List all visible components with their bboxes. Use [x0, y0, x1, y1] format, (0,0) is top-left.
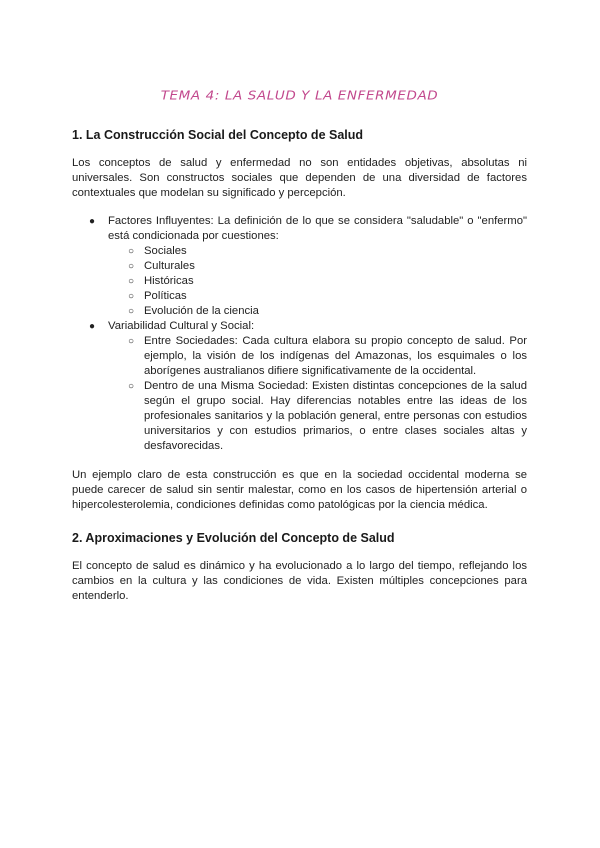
filled-bullet-icon: ● [89, 216, 96, 227]
sub-bullet-item [108, 379, 527, 454]
sub-bullet-text: Políticas [144, 290, 187, 302]
section-1-closing: Un ejemplo claro de esta construcción es que en la sociedad occidental moderna se puede carecer de salud sin sentir malestar, como en los casos de hipertensión arterial o hipercolesterolemia, condiciones definidas como patológicas por la ciencia médica. [72, 469, 527, 511]
sub-bullet-item [108, 259, 527, 274]
sub-bullet-text: Culturales [144, 260, 195, 272]
hollow-bullet-icon: ○ [128, 246, 135, 257]
sub-bullet-item [108, 334, 527, 379]
document-page [72, 88, 527, 617]
sub-bullet-text: Sociales [144, 245, 187, 257]
section-2-intro: El concepto de salud es dinámico y ha evolucionado a lo largo del tiempo, reflejando los cambios en la cultura y las condiciones de vida. Existen múltiples concepciones para entenderlo. [72, 560, 527, 602]
bullet-item-variabilidad [72, 319, 527, 454]
section-1-heading: 1. La Construcción Social del Concepto de Salud [72, 128, 364, 142]
sub-bullet-item [108, 289, 527, 304]
section-2-heading: 2. Aproximaciones y Evolución del Concepto de Salud [72, 531, 395, 545]
sub-bullet-text: Evolución de la ciencia [144, 305, 259, 317]
sub-bullet-item [108, 304, 527, 319]
hollow-bullet-icon: ○ [128, 381, 135, 392]
sub-bullet-text: Históricas [144, 275, 194, 287]
sub-bullet-list [108, 244, 527, 319]
document-title: TEMA 4: LA SALUD Y LA ENFERMEDAD [160, 88, 439, 104]
hollow-bullet-icon: ○ [128, 276, 135, 287]
sub-bullet-list [108, 334, 527, 454]
sub-bullet-item [108, 244, 527, 259]
hollow-bullet-icon: ○ [128, 306, 135, 317]
section-1-intro: Los conceptos de salud y enfermedad no son entidades objetivas, absolutas ni universales. Son constructos sociales que dependen de una diversidad de factores contextuales que modelan su significado y percepción. [72, 157, 527, 199]
section-1-bullet-list [72, 214, 527, 454]
section-1 [72, 128, 527, 513]
hollow-bullet-icon: ○ [128, 261, 135, 272]
sub-bullet-text: Dentro de una Misma Sociedad: Existen distintas concepciones de la salud según el grupo social. Hay diferencias notables entre las ideas de los profesionales sanitarios y la población general, entre personas con estudios universitarios y con estudios primarios, o entre clases sociales altas y desfavorecidas. [144, 380, 527, 452]
bullet-text: Variabilidad Cultural y Social: [108, 320, 255, 332]
bullet-item-factores [72, 214, 527, 319]
bullet-text: Factores Influyentes: La definición de lo que se considera "saludable" o "enfermo" está condicionada por cuestiones: [108, 215, 527, 242]
sub-bullet-text: Entre Sociedades: Cada cultura elabora su propio concepto de salud. Por ejemplo, la visión de los indígenas del Amazonas, los esquimales o los aborígenes australianos difiere significativamente de la occidental. [144, 335, 527, 377]
section-2 [72, 531, 527, 604]
hollow-bullet-icon: ○ [128, 291, 135, 302]
sub-bullet-item [108, 274, 527, 289]
hollow-bullet-icon: ○ [128, 336, 135, 347]
filled-bullet-icon: ● [89, 321, 96, 332]
